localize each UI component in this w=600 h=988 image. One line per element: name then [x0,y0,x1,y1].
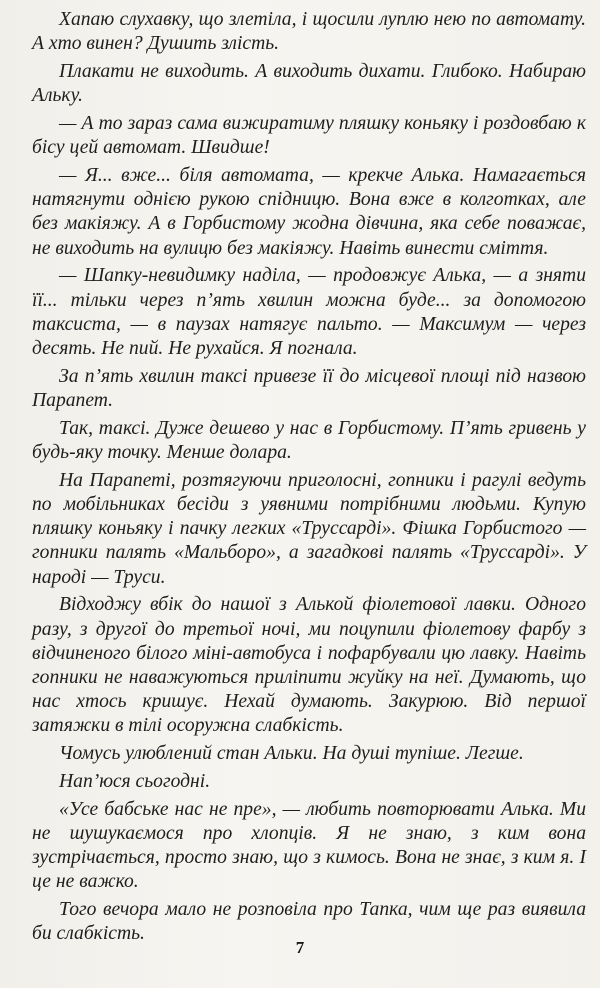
paragraph: — Шапку-невидимку наділа, — продовжує Алька, — а зняти її... тільки через п’ять хвилин можна буде... за допомогою таксиста, — в паузах натягує пальто. — Максимум — через десять. Не пий. Не рухайся. Я погнала. [32,265,586,360]
paragraph: На Парапеті, розтягуючи приголосні, гопники і рагулі ведуть по мобільниках бесіди з уявними потрібними людьми. Купую пляшку коньяку і пачку легких «Труссарді». Фішка Горбистого — гопники палять «Мальборо», а загадкові палять «Труссарді». У народі — Труси. [32,469,586,588]
paragraph: Чомусь улюблений стан Альки. На душі тупіше. Легше. [59,743,524,765]
page-number: 7 [295,938,305,957]
paragraph: — А то зараз сама вижиратиму пляшку коньяку і роздовбаю к бісу цей автомат. Швидше! [32,113,586,159]
paragraph: Того вечора мало не розповіла про Тапка, чим ще раз виявила би слабкість. [32,899,586,945]
body-text [32,8,586,950]
paragraph: Плакати не виходить. А виходить дихати. Глибоко. Набираю Альку. [32,61,586,107]
paragraph: Хапаю слухавку, що злетіла, і щосили луплю нею по автомату. А хто винен? Душить злість. [32,9,586,55]
paragraph: «Усе бабське нас не пре», — любить повторювати Алька. Ми не шушукаємося про хлопців. Я не знаю, з ким вона зустрічається, просто знаю, що з кимось. Вона не знає, з ким я. І це не важко. [32,798,586,893]
paragraph: — Я... вже... біля автомата, — крекче Алька. Намагається натягнути однією рукою спідницю. Вона вже в колготках, але без макіяжу. А в Горбистому жодна дівчина, яка себе поважає, не виходить на вулицю без макіяжу. Навіть винести сміття. [32,165,586,259]
paragraph: За п’ять хвилин таксі привезе її до місцевої площі під назвою Парапет. [32,365,586,412]
paragraph: Нап’юся сьогодні. [59,771,211,793]
paragraph: Відходжу вбік до нашої з Алькой фіолетової лавки. Одного разу, з другої до третьої ночі, ми поцупили фіолетову фарбу з відчиненого білого міні-автобуса і пофарбували цю лавку. Навіть гопники не наважуються приліпити жуйку на неї. Думають, що нас хтось кришує. Нехай думають. Закурюю. Від першої затяжки в тілі осоружна слабкість. [32,594,586,737]
paragraph: Так, таксі. Дуже дешево у нас в Горбистому. П’ять гривень у будь-яку точку. Менше долара. [32,417,586,464]
